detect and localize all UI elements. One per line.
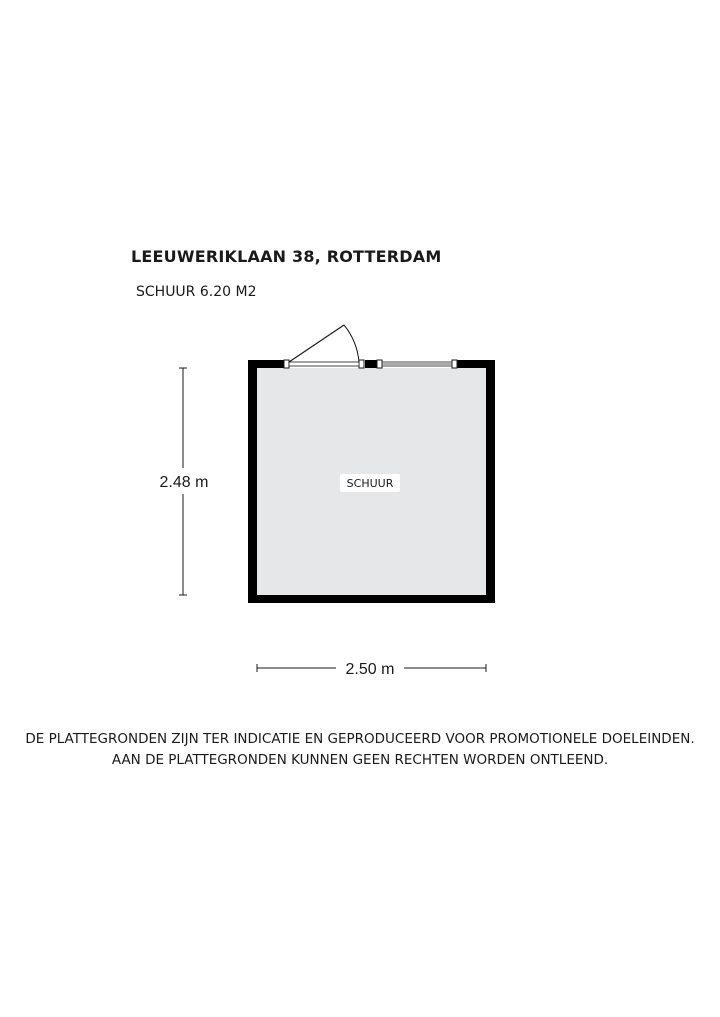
wall-top-right (457, 360, 495, 368)
wall-top-middle (365, 360, 377, 368)
address-title: LEEUWERIKLAAN 38, ROTTERDAM (131, 247, 442, 266)
door-leaf (289, 325, 344, 362)
wall-top-left (248, 360, 284, 368)
height-dimension-label: 2.48 m (159, 474, 209, 491)
disclaimer-line-2: AAN DE PLATTEGRONDEN KUNNEN GEEN RECHTEN WORDEN ONTLEEND. (111, 752, 609, 768)
door-jamb-left (284, 360, 289, 368)
disclaimer-line-1: DE PLATTEGRONDEN ZIJN TER INDICATIE EN GEPRODUCEERD VOOR PROMOTIONELE DOELEINDEN. (25, 731, 695, 747)
area-subtitle: SCHUUR 6.20 M2 (136, 284, 257, 300)
door-swing-arc (344, 325, 359, 362)
width-dimension-label: 2.50 m (345, 661, 395, 678)
room-label: SCHUUR (346, 477, 394, 490)
door-threshold (289, 362, 359, 366)
wall-left (248, 360, 257, 603)
window-jamb-right (452, 360, 457, 368)
window-jamb-left (377, 360, 382, 368)
wall-right (486, 360, 495, 603)
disclaimer (0, 729, 720, 771)
door-jamb-right (359, 360, 364, 368)
wall-bottom (248, 595, 495, 603)
